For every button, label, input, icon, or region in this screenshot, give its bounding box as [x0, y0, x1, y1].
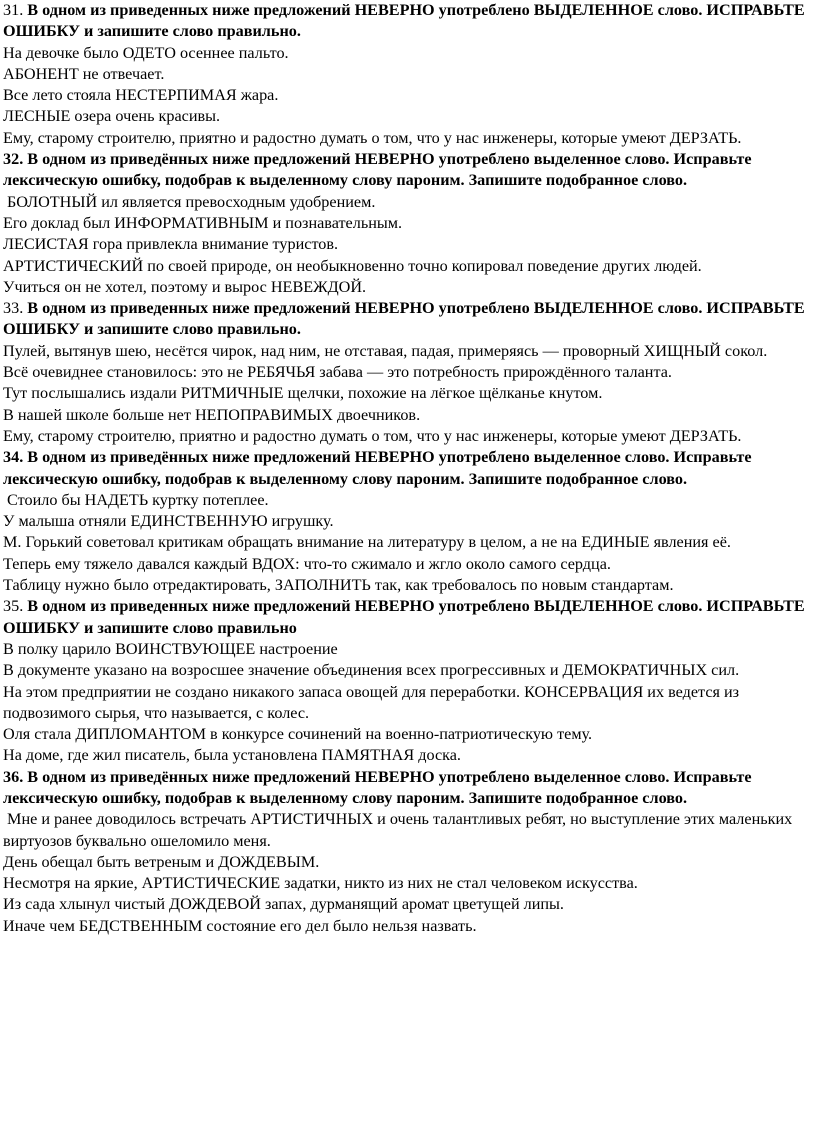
sentence: БОЛОТНЫЙ ил является превосходным удобрением. — [3, 192, 376, 211]
task-instruction: В одном из приведённых ниже предложений НЕВЕРНО употреблено выделенное слово. Исправьте лексическую ошибку, подобрав к выделенному слову пароним. Запишите подобранное слово. — [3, 150, 752, 190]
sentence: Тут послышались издали РИТМИЧНЫЕ щелчки, похожие на лёгкое щёлканье кнутом. — [3, 384, 603, 403]
task-number: 35. — [3, 597, 24, 616]
task-header — [3, 596, 808, 639]
sentence: Несмотря на яркие, АРТИСТИЧЕСКИЕ задатки, никто из них не стал человеком искусства. — [3, 874, 638, 893]
sentence: Пулей, вытянув шею, несётся чирок, над ним, не отставая, падая, примеряясь — проворный ХИЩНЫЙ сокол. — [3, 341, 768, 360]
sentence: ЛЕСНЫЕ озера очень красивы. — [3, 107, 221, 126]
task-34 — [3, 447, 808, 596]
task-number: 36. — [3, 767, 24, 786]
sentence: Его доклад был ИНФОРМАТИВНЫМ и познавательным. — [3, 213, 403, 232]
task-header — [3, 0, 808, 43]
task-instruction: В одном из приведенных ниже предложений НЕВЕРНО употреблено ВЫДЕЛЕННОЕ слово. ИСПРАВЬТЕ ОШИБКУ и запишите слово правильно. — [3, 1, 805, 41]
sentence: Ему, старому строителю, приятно и радостно думать о том, что у нас инженеры, которые умеют ДЕРЗАТЬ. — [3, 426, 742, 445]
sentence: На этом предприятии не создано никакого запаса овощей для переработки. КОНСЕРВАЦИЯ их ведется из подвозимого сырья, что называется, с колес. — [3, 682, 740, 722]
task-31 — [3, 0, 808, 149]
task-36 — [3, 767, 808, 937]
sentence: Из сада хлынул чистый ДОЖДЕВОЙ запах, дурманящий аромат цветущей липы. — [3, 895, 564, 914]
sentence: АРТИСТИЧЕСКИЙ по своей природе, он необыкновенно точно копировал поведение других людей. — [3, 256, 702, 275]
sentence: На доме, где жил писатель, была установлена ПАМЯТНАЯ доска. — [3, 746, 461, 765]
sentence: У малыша отняли ЕДИНСТВЕННУЮ игрушку. — [3, 512, 334, 531]
task-number: 34. — [3, 448, 24, 467]
sentence: Оля стала ДИПЛОМАНТОМ в конкурсе сочинений на военно-патриотическую тему. — [3, 725, 593, 744]
task-instruction: В одном из приведённых ниже предложений НЕВЕРНО употреблено выделенное слово. Исправьте лексическую ошибку, подобрав к выделенному слову пароним. Запишите подобранное слово. — [3, 767, 752, 807]
task-number: 31. — [3, 1, 24, 19]
sentence: В полку царило ВОИНСТВУЮЩЕЕ настроение — [3, 639, 338, 658]
task-32 — [3, 149, 808, 298]
sentence: В документе указано на возросшее значение объединения всех прогрессивных и ДЕМОКРАТИЧНЫХ сил. — [3, 661, 740, 680]
task-instruction: В одном из приведенных ниже предложений НЕВЕРНО употреблено ВЫДЕЛЕННОЕ слово. ИСПРАВЬТЕ ОШИБКУ и запишите слово правильно — [3, 597, 805, 637]
sentence: Теперь ему тяжело давался каждый ВДОХ: что-то сжимало и жгло около самого сердца. — [3, 554, 611, 573]
task-instruction: В одном из приведённых ниже предложений НЕВЕРНО употреблено выделенное слово. Исправьте лексическую ошибку, подобрав к выделенному слову пароним. Запишите подобранное слово. — [3, 448, 752, 488]
task-header — [3, 447, 808, 490]
task-33 — [3, 298, 808, 447]
sentence: М. Горький советовал критикам обращать внимание на литературу в целом, а не на ЕДИНЫЕ явления её. — [3, 533, 731, 552]
sentence: Всё очевиднее становилось: это не РЕБЯЧЬЯ забава — это потребность прирождённого таланта. — [3, 363, 672, 382]
sentence: День обещал быть ветреным и ДОЖДЕВЫМ. — [3, 852, 320, 871]
task-number: 32. — [3, 150, 24, 169]
sentence: Таблицу нужно было отредактировать, ЗАПОЛНИТЬ так, как требовалось по новым стандартам. — [3, 576, 674, 595]
sentence: Все лето стояла НЕСТЕРПИМАЯ жара. — [3, 86, 279, 105]
sentence: АБОНЕНТ не отвечает. — [3, 64, 165, 83]
task-header — [3, 767, 808, 810]
sentence: Стоило бы НАДЕТЬ куртку потеплее. — [3, 490, 269, 509]
task-instruction: В одном из приведенных ниже предложений НЕВЕРНО употреблено ВЫДЕЛЕННОЕ слово. ИСПРАВЬТЕ ОШИБКУ и запишите слово правильно. — [3, 299, 805, 339]
sentence: ЛЕСИСТАЯ гора привлекла внимание туристов. — [3, 235, 339, 254]
sentence: Иначе чем БЕДСТВЕННЫМ состояние его дел было нельзя назвать. — [3, 916, 477, 935]
task-header — [3, 149, 808, 192]
task-35 — [3, 596, 808, 766]
sentence: Учиться он не хотел, поэтому и вырос НЕВЕЖДОЙ. — [3, 277, 367, 296]
sentence: Ему, старому строителю, приятно и радостно думать о том, что у нас инженеры, которые умеют ДЕРЗАТЬ. — [3, 128, 742, 147]
sentence: В нашей школе больше нет НЕПОПРАВИМЫХ двоечников. — [3, 405, 421, 424]
sentence: На девочке было ОДЕТО осеннее пальто. — [3, 43, 289, 62]
sentence: Мне и ранее доводилось встречать АРТИСТИЧНЫХ и очень талантливых ребят, но выступление этих маленьких виртуозов буквально ошеломило меня. — [3, 810, 797, 850]
task-header — [3, 298, 808, 341]
task-number: 33. — [3, 299, 24, 318]
